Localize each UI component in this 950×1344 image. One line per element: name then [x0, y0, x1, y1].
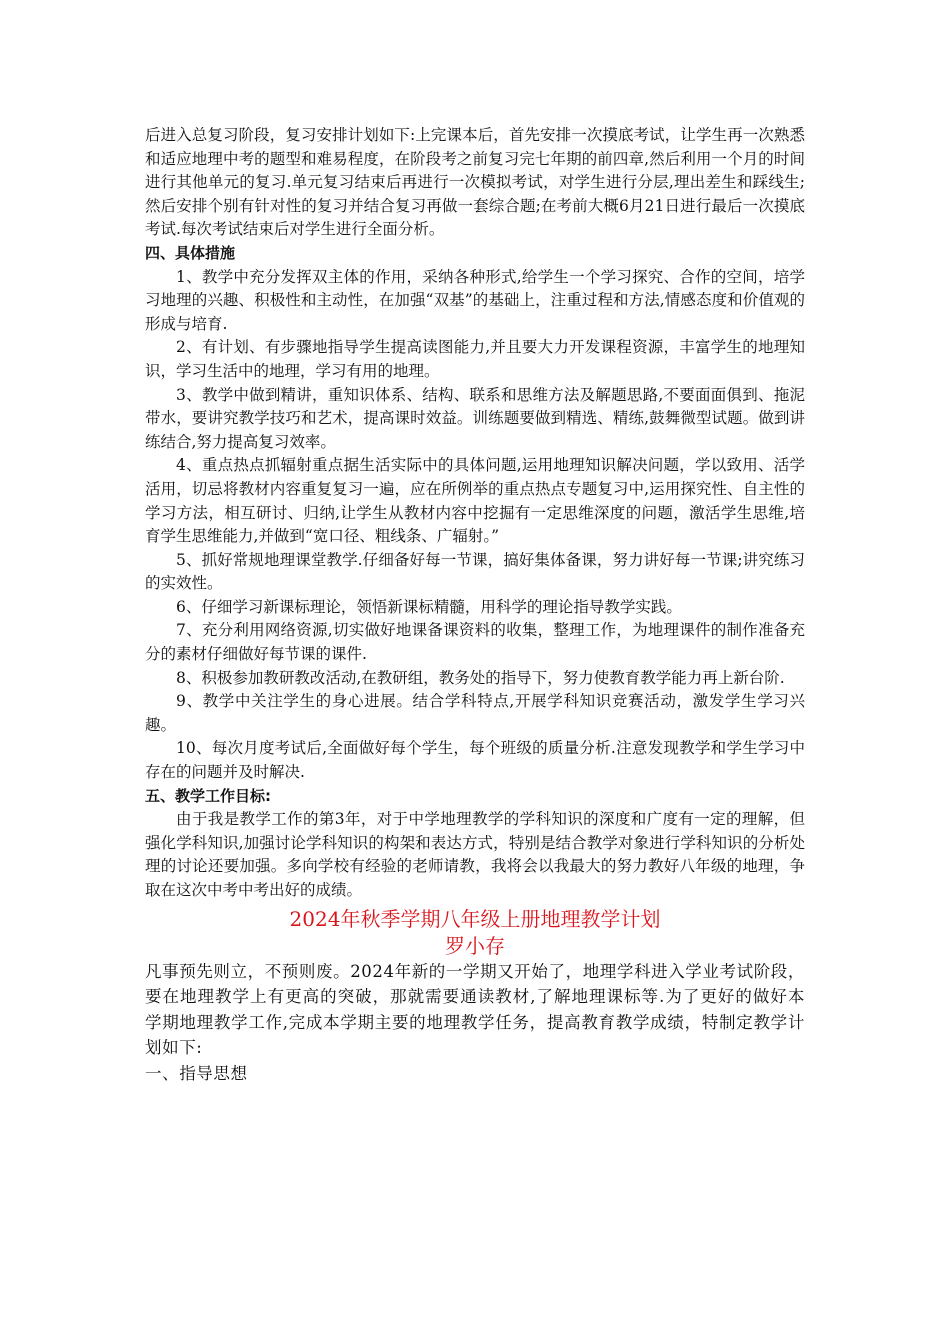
- second-document-title-block: [145, 906, 805, 959]
- section-5-paragraph: 由于我是教学工作的第3年，对于中学地理教学的学科知识的深度和广度有一定的理解，但强化学科知识,加强讨论学科知识的构架和表达方式，特别是结合教学对象进行学科知识的分析处理的讨论还要加强。多向学校有经验的老师请教，我将会以我最大的努力教好八年级的地理，争取在这次中考中考出好的成绩。: [145, 810, 805, 899]
- document-page: [145, 124, 805, 1087]
- section-5-heading: 五、教学工作目标:: [145, 786, 271, 805]
- document-author: 罗小存: [445, 933, 505, 958]
- measure-item: 5、抓好常规地理课堂教学.仔细备好每一节课，搞好集体备课，努力讲好每一节课;讲究练习的实效性。: [145, 550, 805, 593]
- measure-item: 10、每次月度考试后,全面做好每个学生，每个班级的质量分析.注意发现教学和学生学习中存在的问题并及时解决.: [145, 739, 805, 782]
- section-4-heading: 四、具体措施: [145, 243, 236, 262]
- measure-item: 8、积极参加教研教改活动,在教研组，教务处的指导下，努力使教育教学能力再上新台阶.: [176, 668, 785, 687]
- intro-paragraph: 凡事预先则立，不预则废。2024年新的一学期又开始了，地理学科进入学业考试阶段，要在地理教学上有更高的突破，那就需要通读教材,了解地理课标等.为了更好的做好本学期地理教学工作,完成本学期主要的地理教学任务，提高教育教学成绩，特制定教学计划如下:: [145, 961, 805, 1058]
- document-title: 2024年秋季学期八年级上册地理教学计划: [289, 906, 661, 931]
- section-1-heading: 一、指导思想: [145, 1063, 248, 1083]
- measure-item: 4、重点热点抓辐射重点据生活实际中的具体问题,运用地理知识解决问题，学以致用、活学活用，切忌将教材内容重复复习一遍，应在所例举的重点热点专题复习中,运用探究性、自主性的学习方法，相互研讨、归纳,让学生从教材内容中挖掘有一定思维深度的问题，激活学生思维,培育学生思维能力,并做到“宽口径、粗线条、广辐射。”: [145, 456, 805, 546]
- measure-item: 9、教学中关注学生的身心进展。结合学科特点,开展学科知识竞赛活动，激发学生学习兴趣。: [145, 692, 805, 734]
- measure-item: 1、教学中充分发挥双主体的作用，采纳各种形式,给学生一个学习探究、合作的空间，培学习地理的兴趣、积极性和主动性，在加强“双基”的基础上，注重过程和方法,情感态度和价值观的形成与培育.: [145, 267, 805, 333]
- continuation-paragraph: 后进入总复习阶段，复习安排计划如下:上完课本后，首先安排一次摸底考试，让学生再一次熟悉和适应地理中考的题型和难易程度，在阶段考之前复习完七年期的前四章,然后利用一个月的时间进行其他单元的复习.单元复习结束后再进行一次模拟考试，对学生进行分层,理出差生和踩线生;然后安排个别有针对性的复习并结合复习再做一套综合题;在考前大概6月21日进行最后一次摸底考试.每次考试结束后对学生进行全面分析。: [145, 126, 805, 239]
- measure-item: 7、充分利用网络资源,切实做好地课备课资料的收集，整理工作，为地理课件的制作准备充分的素材仔细做好每节课的课件.: [145, 621, 805, 664]
- measure-item: 3、教学中做到精讲，重知识体系、结构、联系和思维方法及解题思路,不要面面俱到、拖泥带水，要讲究教学技巧和艺术，提高课时效益。训练题要做到精选、精练,鼓舞微型试题。做到讲练结合,努力提高复习效率。: [145, 385, 805, 451]
- measure-item: 2、有计划、有步骤地指导学生提高读图能力,并且要大力开发课程资源，丰富学生的地理知识，学习生活中的地理，学习有用的地理。: [145, 338, 805, 380]
- measure-item: 6、仔细学习新课标理论，领悟新课标精髓，用科学的理论指导教学实践。: [176, 597, 682, 616]
